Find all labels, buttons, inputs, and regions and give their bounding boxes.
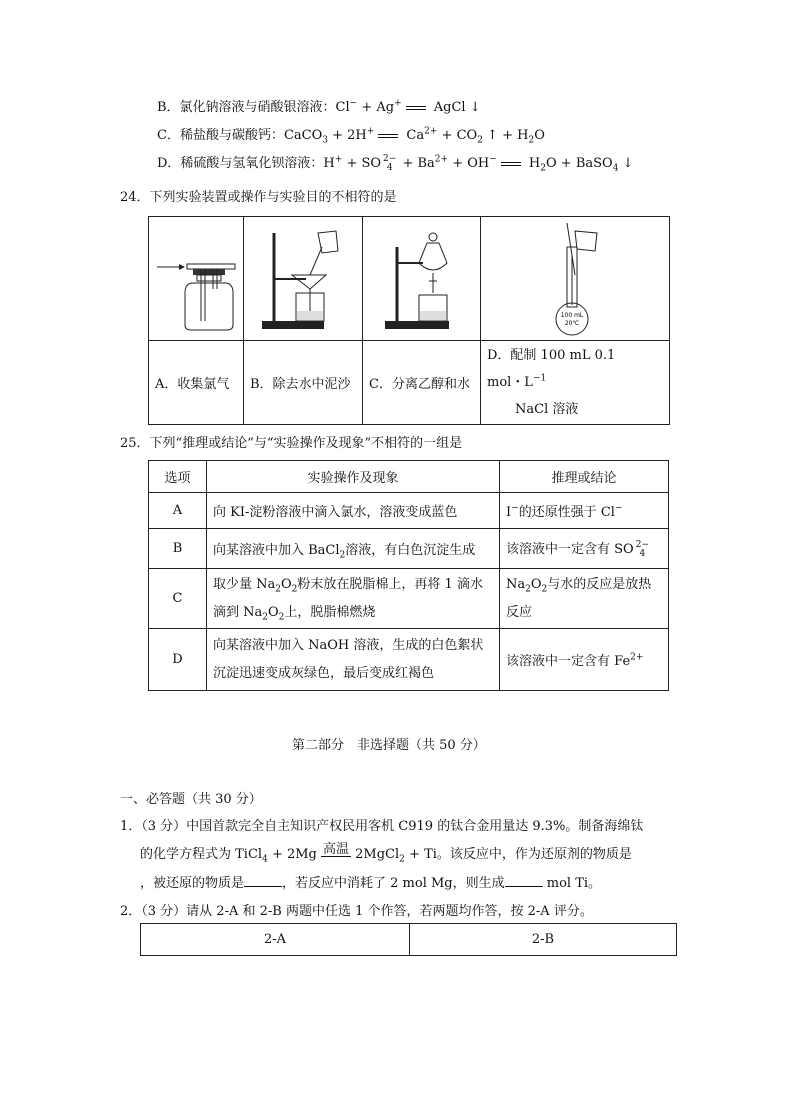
answer-blank[interactable] xyxy=(244,886,282,887)
question-2-choice-table xyxy=(140,923,677,956)
choice-2b: 2-B xyxy=(410,924,677,956)
choice-2a: 2-A xyxy=(141,924,410,956)
filtration-apparatus-icon xyxy=(244,217,362,336)
q25-header-operation: 实验操作及现象 xyxy=(207,461,500,493)
volumetric-flask-figure xyxy=(481,217,670,341)
condition-high-temp: 高温 xyxy=(323,842,350,857)
q25-header-option: 选项 xyxy=(149,461,207,493)
flask-temp-label: 20℃ xyxy=(564,320,580,327)
option-23-d: D．稀硫酸与氢氧化钡溶液：H+ + SO 2− $4 + Ba^{2+} + OH^-$ $H_2O$ + BaSO$_4$ ↓ xyxy=(157,153,634,174)
table-row: C 取少量 $Na_2O_2$粉末放在脱脂棉上，再将 1 滴水 滴到 $Na_2O_2$上，脱脂棉燃烧 $Na_2O_2$与水的反应是放热 反应 xyxy=(149,569,669,629)
q24-option-a: A．收集氯气 xyxy=(149,341,244,425)
flask-volume-label: 100 mL xyxy=(560,312,584,319)
q24-option-c: C．分离乙醇和水 xyxy=(363,341,481,425)
filtration-figure xyxy=(244,217,363,341)
answer-blank[interactable] xyxy=(505,886,543,887)
question-1-line-1: 1．（3 分）中国首款完全自主知识产权民用客机 C919 的钛合金用量达 9.3%。制备海绵钛 xyxy=(120,819,644,834)
equals-sign xyxy=(501,162,521,166)
separatory-funnel-figure xyxy=(363,217,481,341)
q24-option-b: B．除去水中泥沙 xyxy=(244,341,363,425)
question-24-stem: 24．下列实验装置或操作与实验目的不相符的是 xyxy=(120,190,397,205)
table-row: B 向某溶液中加入 BaCl$_2$溶液，有白色沉淀生成 该溶液中一定含有 SO 2− 4 xyxy=(149,529,669,569)
option-23-c: C．稀盐酸与碳酸钙：CaCO$_3$ + 2H+ $Ca^{2+} + CO_2$ ↑ + $H_2O$ xyxy=(157,126,545,146)
question-25-stem: 25．下列“推理或结论”与“实验操作及现象”不相符的一组是 xyxy=(120,436,463,451)
equals-sign xyxy=(406,106,426,110)
separatory-funnel-icon xyxy=(363,217,480,336)
question-2-stem: 2．（3 分）请从 2-A 和 2-B 两题中任选 1 个作答，若两题均作答，按 2-A 评分。 xyxy=(120,904,593,919)
volumetric-flask-icon xyxy=(481,217,669,336)
part-two-title: 第二部分 非选择题（共 50 分） xyxy=(292,738,486,753)
question-25-table xyxy=(148,460,669,691)
q25-header-conclusion: 推理或结论 xyxy=(500,461,669,493)
section-heading: 一、必答题（共 30 分） xyxy=(120,792,262,807)
table-row: D 向某溶液中加入 NaOH 溶液，生成的白色絮状 沉淀迅速变成灰绿色，最后变成红褐色 该溶液中一定含有 $Fe^{2+}$ xyxy=(149,629,669,691)
table-row: A 向 KI-淀粉溶液中滴入氯水，溶液变成蓝色 I−的还原性强于 Cl− xyxy=(149,493,669,529)
q24-option-d: D．配制 100 mL 0.1 mol・$L^{-1}$ NaCl 溶液 xyxy=(481,341,670,425)
gas-washing-bottle-figure xyxy=(149,217,244,341)
gas-bottle-icon xyxy=(149,217,243,336)
equals-sign xyxy=(378,134,398,138)
option-23-b: B．氯化钠溶液与硝酸银溶液：Cl− + Ag+ AgCl ↓ xyxy=(157,98,481,115)
question-1-line-2: 的化学方程式为 TiCl$_4$ + 2Mg 高温 2MgCl$_2$ + Ti。该反应中，作为还原剂的物质是 xyxy=(140,842,632,865)
question-24-table xyxy=(148,216,670,425)
question-1-line-3: ，被还原的物质是 ，若反应中消耗了 2 mol Mg，则生成 mol Ti。 xyxy=(140,876,602,891)
